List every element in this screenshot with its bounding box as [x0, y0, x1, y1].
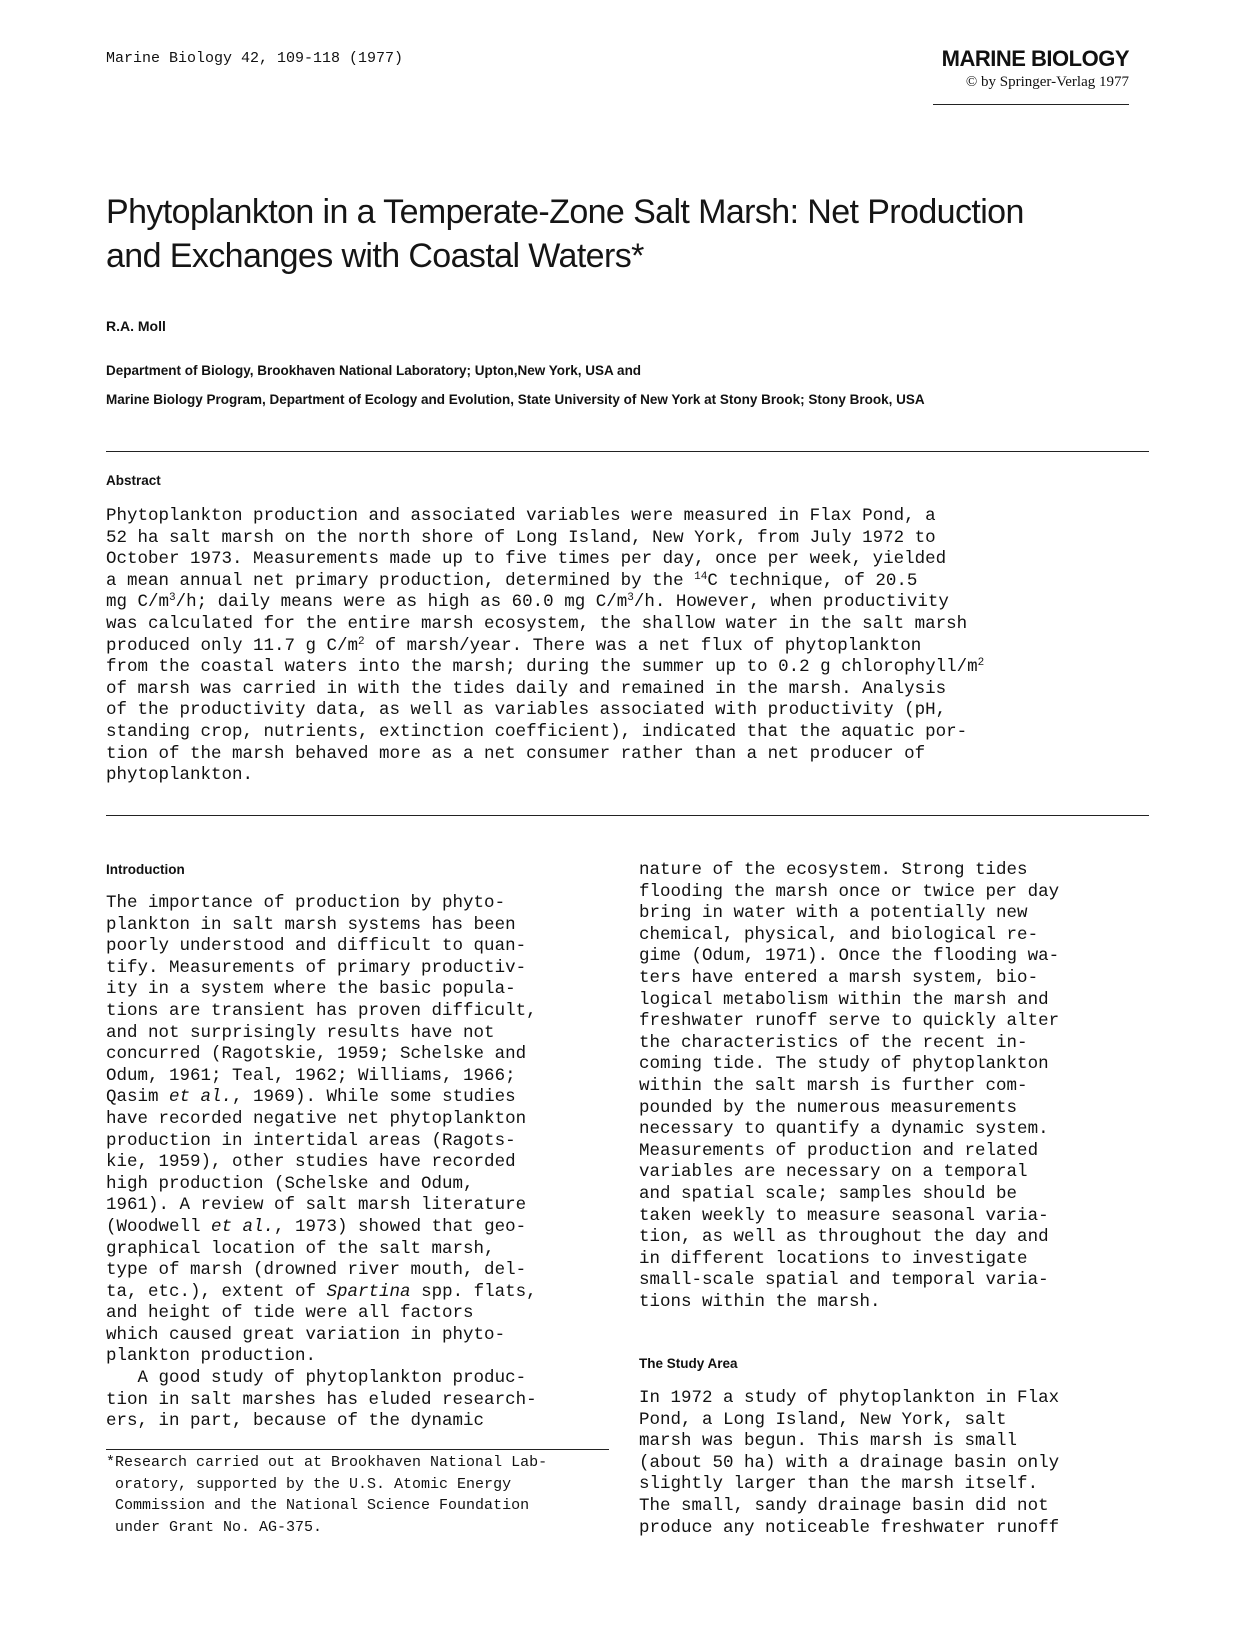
intro-line: graphical location of the salt marsh, — [106, 1238, 495, 1259]
title-line: and Exchanges with Coastal Waters* — [106, 237, 644, 275]
abstract-line: was calculated for the entire marsh ecosystem, the shallow water in the salt marsh — [106, 613, 968, 634]
abstract-line: of the productivity data, as well as variables associated with productivity (pH, — [106, 700, 947, 721]
col2-line: taken weekly to measure seasonal varia- — [639, 1205, 1049, 1226]
title-line: Phytoplankton in a Temperate-Zone Salt Marsh: Net Production — [106, 193, 1024, 231]
study-area-body — [639, 1388, 1149, 1539]
abstract-line: tion of the marsh behaved more as a net consumer rather than a net producer of — [106, 743, 926, 764]
col2-line: nature of the ecosystem. Strong tides — [639, 860, 1028, 880]
journal-brand — [869, 46, 1129, 91]
abstract-line: mg $C/m^3/h$; daily means were as high as 60.0 mg $C/m^3/h$. However, when productivity — [106, 592, 949, 613]
abstract-line: standing crop, nutrients, extinction coefficient), indicated that the aquatic por- — [106, 721, 968, 742]
col2-line: necessary to quantify a dynamic system. — [639, 1119, 1049, 1140]
abstract-line: October 1973. Measurements made up to five times per day, once per week, yielded — [106, 549, 947, 570]
intro-line: tify. Measurements of primary productiv- — [106, 957, 527, 978]
abstract-line: of marsh was carried in with the tides daily and remained in the marsh. Analysis — [106, 678, 947, 699]
col2-line: coming tide. The study of phytoplankton — [639, 1054, 1049, 1075]
col2-line: in different locations to investigate — [639, 1248, 1028, 1269]
intro-line: Odum, 1961; Teal, 1962; Williams, 1966; — [106, 1065, 516, 1086]
affiliation-1: Department of Biology, Brookhaven National Laboratory; Upton,New York, USA and — [106, 363, 642, 378]
col2-line: freshwater runoff serve to quickly alter — [639, 1011, 1060, 1032]
study-line: Pond, a Long Island, New York, salt — [639, 1409, 1007, 1430]
abstract-line: Phytoplankton production and associated variables were measured in Flax Pond, a — [106, 506, 936, 526]
abstract-line: 52 ha salt marsh on the north shore of Long Island, New York, from July 1972 to — [106, 527, 936, 548]
footnote-line: under Grant No. AG-375. — [106, 1518, 323, 1536]
footnote-line: *Research carried out at Brookhaven National Lab- — [106, 1454, 548, 1471]
introduction-body — [106, 893, 616, 1433]
abstract-body — [106, 506, 1149, 787]
col2-line: tion, as well as throughout the day and — [639, 1227, 1049, 1248]
intro-line: and height of tide were all factors — [106, 1303, 474, 1324]
intro-line: ta, etc.), extent of Spartina spp. flats, — [106, 1281, 537, 1302]
intro-line: Qasim et al., 1969). While some studies — [106, 1087, 516, 1108]
intro-line: production in intertidal areas (Ragots- — [106, 1130, 516, 1151]
intro-line: plankton in salt marsh systems has been — [106, 914, 516, 935]
col2-line: logical metabolism within the marsh and — [639, 989, 1049, 1010]
col2-line: bring in water with a potentially new — [639, 903, 1028, 924]
abstract-top-divider — [106, 451, 1149, 452]
study-line: marsh was begun. This marsh is small — [639, 1431, 1018, 1452]
intro-line: The importance of production by phyto- — [106, 893, 506, 913]
study-line: In 1972 a study of phytoplankton in Flax — [639, 1388, 1060, 1408]
col2-line: and spatial scale; samples should be — [639, 1183, 1018, 1204]
intro-line: and not surprisingly results have not — [106, 1022, 495, 1043]
abstract-bottom-divider — [106, 815, 1149, 816]
col2-line: gime (Odum, 1971). Once the flooding wa- — [639, 946, 1060, 967]
col2-line: chemical, physical, and biological re- — [639, 924, 1039, 945]
col2-line: variables are necessary on a temporal — [639, 1162, 1028, 1183]
brand-divider — [933, 104, 1129, 105]
intro-line: ers, in part, because of the dynamic — [106, 1411, 485, 1432]
footnote — [106, 1452, 616, 1538]
intro-line: tions are transient has proven difficult, — [106, 1000, 537, 1021]
journal-name: MARINE BIOLOGY — [941, 46, 1129, 71]
intro-line: ity in a system where the basic popula- — [106, 979, 516, 1000]
intro-line: kie, 1959), other studies have recorded — [106, 1152, 516, 1173]
col2-line: ters have entered a marsh system, bio- — [639, 967, 1039, 988]
col2-line: flooding the marsh once or twice per day — [639, 881, 1060, 902]
copyright-notice: © by Springer-Verlag 1977 — [965, 74, 1129, 90]
study-area-heading: The Study Area — [639, 1356, 738, 1371]
col2-line: the characteristics of the recent in- — [639, 1032, 1028, 1053]
abstract-heading: Abstract — [106, 473, 161, 488]
affiliation-2: Marine Biology Program, Department of Ecology and Evolution, State University of New York at Stony Brook; Stony Brook, USA — [106, 392, 925, 407]
study-line: produce any noticeable freshwater runoff — [639, 1517, 1060, 1538]
abstract-line: phytoplankton. — [106, 765, 254, 786]
study-line: The small, sandy drainage basin did not — [639, 1495, 1049, 1516]
footnote-divider — [106, 1449, 609, 1450]
author-name: R.A. Moll — [106, 318, 166, 334]
intro-line: concurred (Ragotskie, 1959; Schelske and — [106, 1044, 527, 1065]
intro-line: 1961). A review of salt marsh literature — [106, 1195, 527, 1216]
introduction-heading: Introduction — [106, 862, 185, 877]
intro-line: high production (Schelske and Odum, — [106, 1173, 474, 1194]
col2-line: small-scale spatial and temporal varia- — [639, 1270, 1049, 1291]
intro-line: tion in salt marshes has eluded research- — [106, 1389, 537, 1410]
intro-line: which caused great variation in phyto- — [106, 1324, 506, 1345]
footnote-line: Commission and the National Science Foundation — [106, 1497, 530, 1514]
intro-line: plankton production. — [106, 1346, 317, 1367]
col2-line: within the salt marsh is further com- — [639, 1075, 1028, 1096]
intro-line: type of marsh (drowned river mouth, del- — [106, 1260, 527, 1281]
article-title — [106, 190, 1106, 278]
intro-line: (Woodwell et al., 1973) showed that geo- — [106, 1216, 527, 1237]
col2-line: Measurements of production and related — [639, 1140, 1039, 1161]
abstract-line: a mean annual net primary production, determined by the $^{14}$C technique, of 20.5 — [106, 570, 918, 591]
intro-line: A good study of phytoplankton produc- — [106, 1368, 527, 1389]
col2-line: pounded by the numerous measurements — [639, 1097, 1018, 1118]
study-line: (about 50 ha) with a drainage basin only — [639, 1452, 1060, 1473]
intro-line: have recorded negative net phytoplankton — [106, 1108, 527, 1129]
intro-line: poorly understood and difficult to quan- — [106, 936, 527, 957]
study-line: slightly larger than the marsh itself. — [639, 1474, 1039, 1495]
journal-reference: Marine Biology 42, 109-118 (1977) — [106, 50, 404, 67]
abstract-line: from the coastal waters into the marsh; during the summer up to 0.2 g chlorophyll/$m^2$ — [106, 657, 985, 678]
abstract-line: produced only 11.7 g $C/m^2$ of marsh/year. There was a net flux of phytoplankton — [106, 635, 922, 656]
introduction-continued — [639, 860, 1149, 1313]
footnote-line: oratory, supported by the U.S. Atomic Energy — [106, 1475, 512, 1493]
col2-line: tions within the marsh. — [639, 1291, 881, 1312]
